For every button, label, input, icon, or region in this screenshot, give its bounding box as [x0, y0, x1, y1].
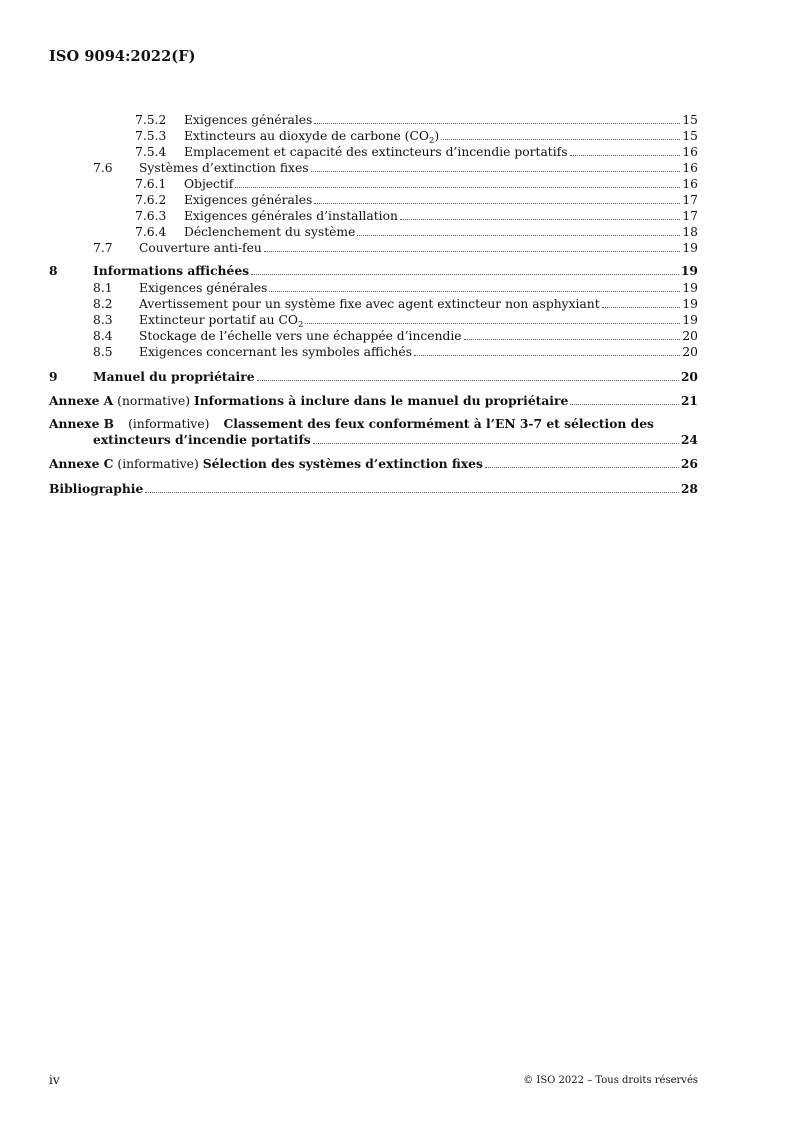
toc-title: Exigences générales	[139, 281, 268, 295]
toc-number: 7.6.1	[135, 177, 167, 191]
toc-number: 7.7	[93, 241, 113, 255]
toc-number: 7.5.2	[135, 113, 167, 127]
toc-page: 16	[682, 145, 698, 159]
footer-page-number: iv	[49, 1073, 60, 1087]
dot-leader	[400, 219, 680, 220]
toc-number: 7.5.4	[135, 145, 167, 159]
annex-title-line1: Classement des feux conformément à l’EN 3-7 et sélection des	[223, 416, 654, 431]
toc-title: Extincteurs au dioxyde de carbone $(CO_2)$	[184, 129, 440, 146]
dot-leader	[235, 187, 680, 188]
toc-title: Manuel du propriétaire	[93, 369, 255, 384]
toc-entry-9[interactable]	[49, 369, 698, 385]
toc-entry-8-5[interactable]	[49, 344, 698, 360]
dot-leader	[357, 235, 680, 236]
toc-number: 8.3	[93, 313, 113, 327]
annex-title: Informations à inclure dans le manuel du propriétaire	[193, 393, 569, 408]
toc-page: 19	[682, 281, 698, 295]
toc-title: Exigences concernant les symboles affichés	[139, 345, 413, 359]
toc-entry-7-5-4[interactable]	[49, 144, 698, 160]
toc-title	[49, 456, 483, 472]
toc-entry-8-4[interactable]	[49, 328, 698, 344]
toc-page: 19	[680, 263, 698, 278]
dot-leader	[441, 139, 680, 140]
dot-leader	[570, 155, 680, 156]
toc-page: 19	[682, 313, 698, 327]
annex-title: Sélection des systèmes d’extinction fixes	[202, 456, 483, 471]
annex-label: Annexe A	[49, 393, 114, 408]
annex-note: (normative)	[117, 394, 191, 408]
toc-entry-7-5-2[interactable]	[49, 112, 698, 128]
toc-number: 8.2	[93, 297, 113, 311]
dot-leader	[313, 443, 679, 444]
toc-entry-8-3[interactable]	[49, 312, 698, 328]
toc-number: 8.1	[93, 281, 113, 295]
toc-number: 7.6	[93, 161, 113, 175]
toc-title: Stockage de l’échelle vers une échappée d’incendie	[139, 329, 462, 343]
toc-entry-7-7[interactable]	[49, 240, 698, 256]
toc-entry-annex-c[interactable]	[49, 456, 698, 472]
toc-page: 20	[680, 369, 698, 384]
dot-leader	[264, 251, 680, 252]
toc-entry-7-6[interactable]	[49, 160, 698, 176]
toc-page: 28	[680, 481, 698, 496]
annex-note: (informative)	[117, 457, 199, 471]
toc-number: 8.5	[93, 345, 113, 359]
dot-leader	[145, 492, 679, 493]
toc-title: Exigences générales d’installation	[184, 209, 398, 223]
toc-number: 9	[49, 369, 58, 384]
dot-leader	[314, 123, 680, 124]
toc-title: Couverture anti-feu	[139, 241, 262, 255]
toc-title	[49, 393, 568, 409]
toc-page: 21	[680, 393, 698, 408]
toc-entry-annex-a[interactable]	[49, 393, 698, 409]
dot-leader	[570, 404, 679, 405]
toc-title: Objectif	[184, 177, 234, 191]
toc-number: 8.4	[93, 329, 113, 343]
toc-entry-bibliography[interactable]	[49, 481, 698, 497]
toc-entry-7-6-2[interactable]	[49, 192, 698, 208]
toc-title: Informations affichées	[93, 263, 250, 278]
dot-leader	[311, 171, 680, 172]
toc-number: 8	[49, 263, 58, 278]
toc-entry-annex-b[interactable]	[49, 416, 698, 450]
toc-page: 15	[682, 129, 698, 143]
toc-title: Extincteur portatif au $CO_2$	[139, 313, 304, 330]
dot-leader	[305, 323, 680, 324]
toc-page: 24	[680, 432, 698, 447]
toc-page: 17	[682, 209, 698, 223]
footer-copyright: © ISO 2022 – Tous droits réservés	[523, 1075, 698, 1086]
dot-leader	[269, 291, 680, 292]
dot-leader	[464, 339, 680, 340]
toc-number: 7.5.3	[135, 129, 167, 143]
toc-page: 18	[682, 225, 698, 239]
toc-page: 26	[680, 456, 698, 471]
annex-title-line2: extincteurs d’incendie portatifs	[93, 432, 311, 447]
dot-leader	[414, 355, 680, 356]
dot-leader	[314, 203, 680, 204]
toc-page: 16	[682, 177, 698, 191]
toc-number: 7.6.2	[135, 193, 167, 207]
toc-page: 20	[682, 345, 698, 359]
toc-title: Exigences générales	[184, 113, 313, 127]
toc-page: 20	[682, 329, 698, 343]
toc-title: Avertissement pour un système fixe avec agent extincteur non asphyxiant	[139, 297, 600, 311]
annex-b-line1	[49, 416, 698, 432]
annex-note: (informative)	[128, 417, 210, 431]
toc-entry-7-5-3[interactable]	[49, 128, 698, 144]
toc-title: Déclenchement du système	[184, 225, 356, 239]
toc-entry-7-6-4[interactable]	[49, 224, 698, 240]
toc-page: 17	[682, 193, 698, 207]
toc-number: 7.6.4	[135, 225, 167, 239]
document-header: ISO 9094:2022(F)	[49, 48, 196, 65]
toc-page: 19	[682, 241, 698, 255]
toc-entry-7-6-3[interactable]	[49, 208, 698, 224]
toc-entry-8-1[interactable]	[49, 280, 698, 296]
toc-number: 7.6.3	[135, 209, 167, 223]
toc-entry-7-6-1[interactable]	[49, 176, 698, 192]
toc-title: Systèmes d’extinction fixes	[139, 161, 309, 175]
toc-entry-8[interactable]	[49, 263, 698, 279]
annex-label: Annexe C	[49, 456, 114, 471]
annex-label: Annexe B	[49, 416, 115, 431]
toc-page: 19	[682, 297, 698, 311]
dot-leader	[251, 274, 679, 275]
toc-title: Bibliographie	[49, 481, 144, 496]
toc-page: 15	[682, 113, 698, 127]
toc-page: 16	[682, 161, 698, 175]
toc-title: Emplacement et capacité des extincteurs d’incendie portatifs	[184, 145, 568, 159]
toc-entry-8-2[interactable]	[49, 296, 698, 312]
dot-leader	[485, 467, 679, 468]
dot-leader	[257, 380, 679, 381]
dot-leader	[602, 307, 680, 308]
toc-title: Exigences générales	[184, 193, 313, 207]
